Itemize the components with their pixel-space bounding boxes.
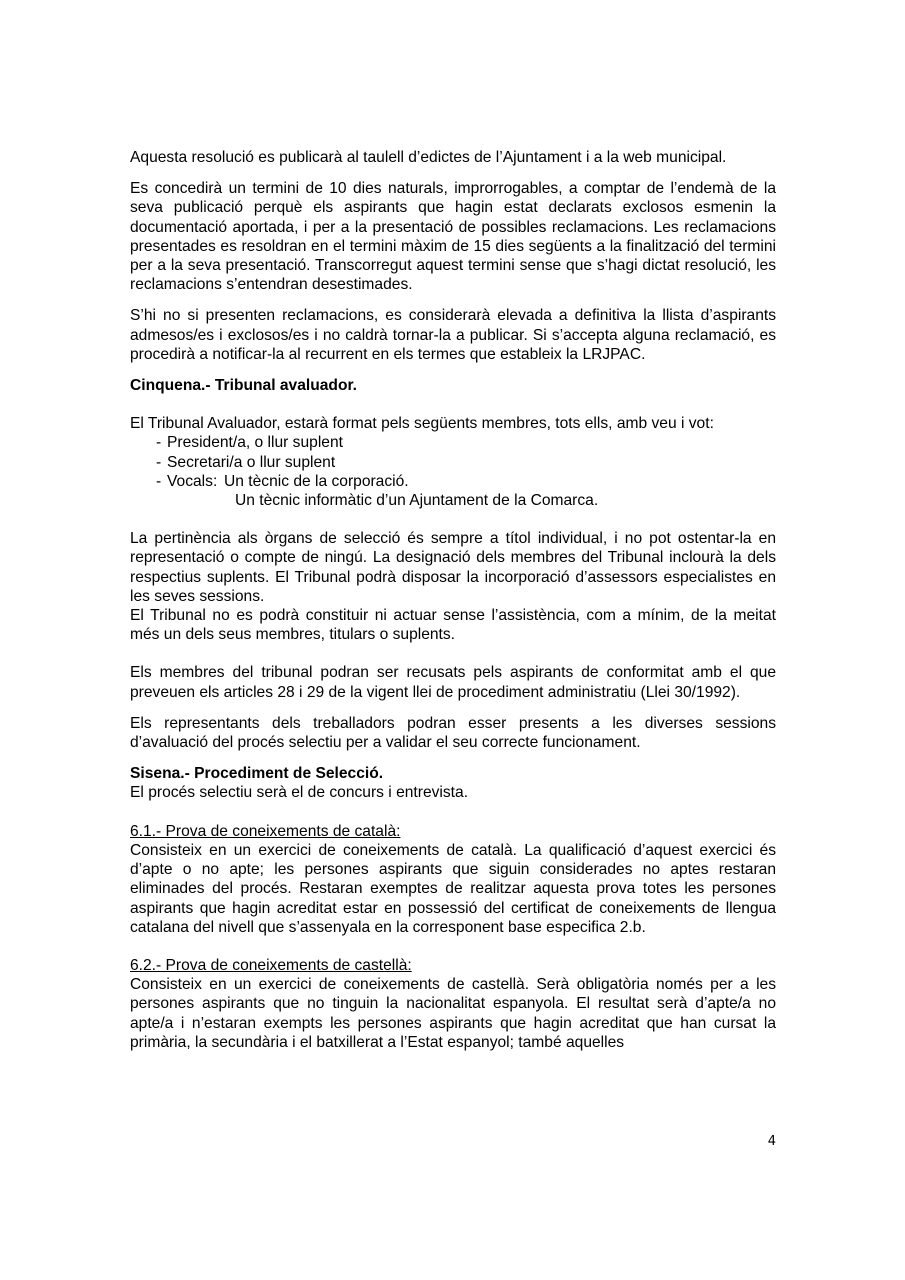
paragraph-6-2: Consisteix en un exercici de coneixements de castellà. Serà obligatòria només per a les persones aspirants que no tinguin la nacionalitat espanyola. El resultat serà d’apte/a no apte/a i n’estaran exempts les persones aspirants que hagin acreditat que han cursat la primària, la secundària i el batxillerat a l’Estat espanyol; també aquelles	[130, 976, 776, 1051]
paragraph-recusacio: Els membres del tribunal podran ser recusats pels aspirants de conformitat amb el que preveuen els articles 28 i 29 de la vigent llei de procediment administratiu (Llei 30/1992).	[130, 664, 776, 701]
paragraph-termini: Es concedirà un termini de 10 dies naturals, improrrogables, a comptar de l’endemà de la seva publicació perquè els aspirants que hagin estat declarats exclosos esmenin la documentació aportada, i per a la presentació de possibles reclamacions. Les reclamacions presentades es resoldran en el termini màxim de 15 dies següents a la finalització del termini per a la seva presentació. Transcorregut aquest termini sense que s’hagi dictat resolució, les reclamacions s’entendran desestimades.	[130, 180, 776, 294]
document-page	[130, 148, 776, 1052]
page-number: 4	[767, 1134, 776, 1149]
paragraph-representants: Els representants dels treballadors podran esser presents a les diverses sessions d’avaluació del procés selectiu per a validar el seu correcte funcionament.	[130, 714, 776, 752]
paragraph-reclamacions: S’hi no si presenten reclamacions, es considerarà elevada a definitiva la llista d’aspirants admesos/es i exclosos/es i no caldrà tornar-la a publicar. Si s’accepta alguna reclamació, es procedirà a notificar-la al recurrent en els termes que estableix la LRJPAC.	[130, 307, 776, 363]
paragraph-6-1: Consisteix en un exercici de coneixements de català. La qualificació d’aquest exercici és d’apte o no apte; les persones aspirants que siguin considerades no aptes restaran eliminades del procés. Restaran exemptes de realitzar aquesta prova totes les persones aspirants que hagin acreditat estar en possessió del certificat de coneixements de llengua catalana del nivell que s’assenyala en la corresponent base especifica 2.b.	[130, 841, 776, 936]
paragraph-constitucio: El Tribunal no es podrà constituir ni actuar sense l’assistència, com a mínim, de la meitat més un dels seus membres, titulars o suplents.	[130, 607, 776, 644]
list-item: - Vocals: Un tècnic de la corporació.	[156, 472, 409, 490]
tribunal-members-list	[130, 433, 776, 491]
paragraph-pertinencia: La pertinència als òrgans de selecció és sempre a títol individual, i no pot ostentar-la en representació o compte de ningú. La designació dels membres del Tribunal inclourà la dels respectius suplents. El Tribunal podrà disposar la incorporació d’assessors especialistes en les seves sessions.	[130, 530, 776, 605]
subheading-6-2: 6.2.- Prova de coneixements de castellà:	[130, 956, 412, 974]
sisena-intro: El procés selectiu serà el de concurs i entrevista.	[130, 784, 469, 802]
vocal-2: Un tècnic informàtic d’un Ajuntament de la Comarca.	[235, 492, 599, 510]
heading-cinquena: Cinquena.- Tribunal avaluador.	[130, 377, 358, 395]
list-item: - Secretari/a o llur suplent	[156, 453, 336, 471]
paragraph-publication: Aquesta resolució es publicarà al taulell d’edictes de l’Ajuntament i a la web municipal.	[130, 149, 727, 166]
tribunal-intro: El Tribunal Avaluador, estarà format pels següents membres, tots ells, amb veu i vot:	[130, 415, 714, 433]
heading-sisena: Sisena.- Procediment de Selecció.	[130, 765, 384, 783]
subheading-6-1: 6.1.- Prova de coneixements de català:	[130, 822, 401, 840]
list-item: - President/a, o llur suplent	[156, 434, 343, 452]
